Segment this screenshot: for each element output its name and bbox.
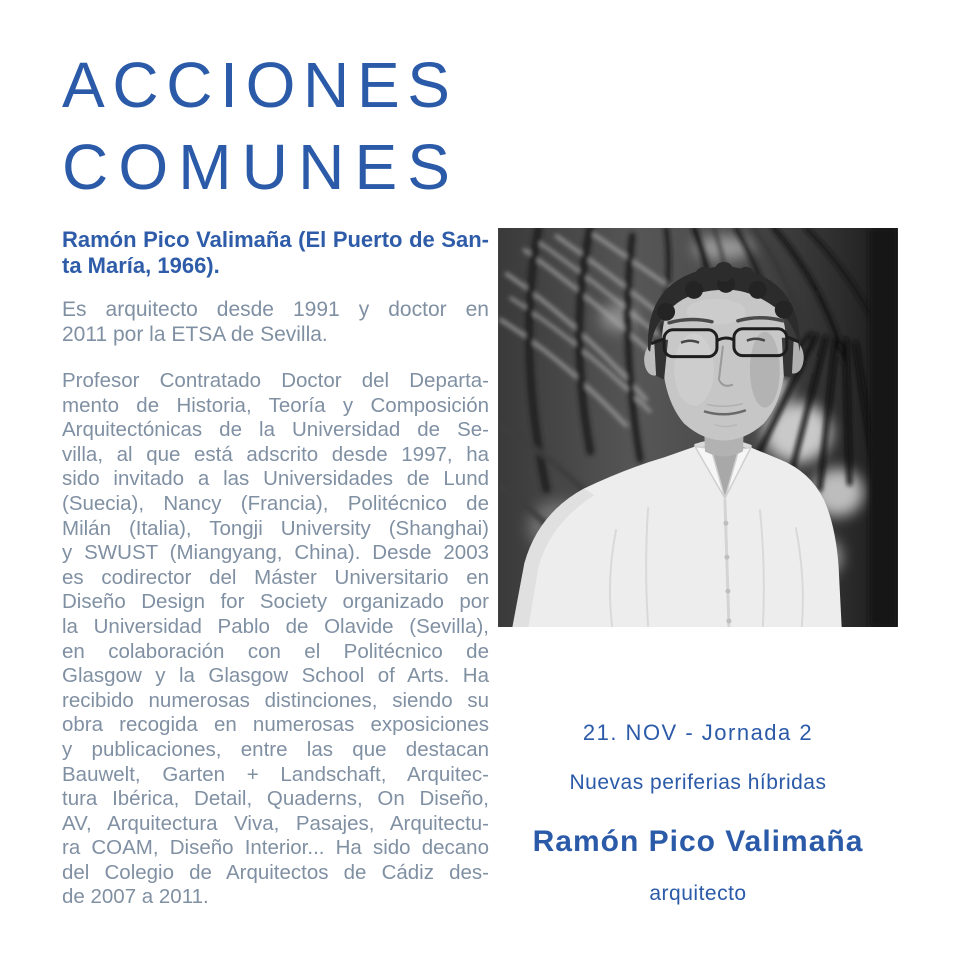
speaker-name: Ramón Pico Valimaña xyxy=(532,825,864,858)
text-line: (Suecia), Nancy (Francia), Politécnico de xyxy=(62,491,489,515)
title-line-1: A C C I O N E S xyxy=(62,49,450,121)
bio-body xyxy=(62,369,489,910)
text-line: AV, Arquitectura Viva, Pasajes, Arquitectu- xyxy=(62,811,489,835)
text-line: es codirector del Máster Universitario en xyxy=(62,565,489,589)
title-line-2: C O M U N E S xyxy=(62,131,450,203)
text-line: en colaboración con el Politécnico de xyxy=(62,639,489,663)
text-line: ta María, 1966). xyxy=(62,252,220,278)
portrait-photo-svg xyxy=(498,228,898,627)
text-line: Glasgow y la Glasgow School of Arts. Ha xyxy=(62,664,489,688)
talk-title: Nuevas periferias híbridas xyxy=(569,771,827,794)
text-line: Diseño Design for Society organizado por xyxy=(62,590,489,614)
text-line: y publicaciones, entre las que destacan xyxy=(62,737,489,761)
text-line: mento de Historia, Teoría y Composición xyxy=(62,393,489,417)
bio-summary xyxy=(62,297,489,347)
text-line: recibido numerosas distinciones, siendo su xyxy=(62,688,489,712)
text-line: villa, al que está adscrito desde 1997, ha xyxy=(62,442,489,466)
text-line: tura Ibérica, Detail, Quaderns, On Diseño, xyxy=(62,787,489,811)
text-line: obra recogida en numerosas exposiciones xyxy=(62,713,489,737)
text-line: Arquitectónicas de la Universidad de Se- xyxy=(62,418,489,442)
palm-trunk-shadow xyxy=(870,228,898,627)
text-line: Es arquitecto desde 1991 y doctor en xyxy=(62,298,489,321)
speaker-intro xyxy=(62,227,489,278)
text-line: del Colegio de Arquitectos de Cádiz des- xyxy=(62,860,489,884)
text-line: Milán (Italia), Tongji University (Shanghai) xyxy=(62,516,489,540)
text-line: y SWUST (Miangyang, China). Desde 2003 xyxy=(62,541,489,565)
session-date: 21. NOV - Jornada 2 xyxy=(582,720,814,745)
text-line: Ramón Pico Valimaña (El Puerto de San- xyxy=(62,227,489,252)
text-line: Profesor Contratado Doctor del Departa- xyxy=(62,369,489,392)
page-title xyxy=(62,44,450,208)
text-line: de 2007 a 2011. xyxy=(62,885,209,909)
text-line: Bauwelt, Garten + Landschaft, Arquitec- xyxy=(62,762,489,786)
speaker-role: arquitecto xyxy=(649,882,747,905)
portrait-photo xyxy=(498,228,898,627)
text-line: sido invitado a las Universidades de Lund xyxy=(62,467,489,491)
text-line: ra COAM, Diseño Interior... Ha sido decano xyxy=(62,836,489,860)
text-line: 2011 por la ETSA de Sevilla. xyxy=(62,323,328,346)
text-line: la Universidad Pablo de Olavide (Sevilla), xyxy=(62,614,489,638)
